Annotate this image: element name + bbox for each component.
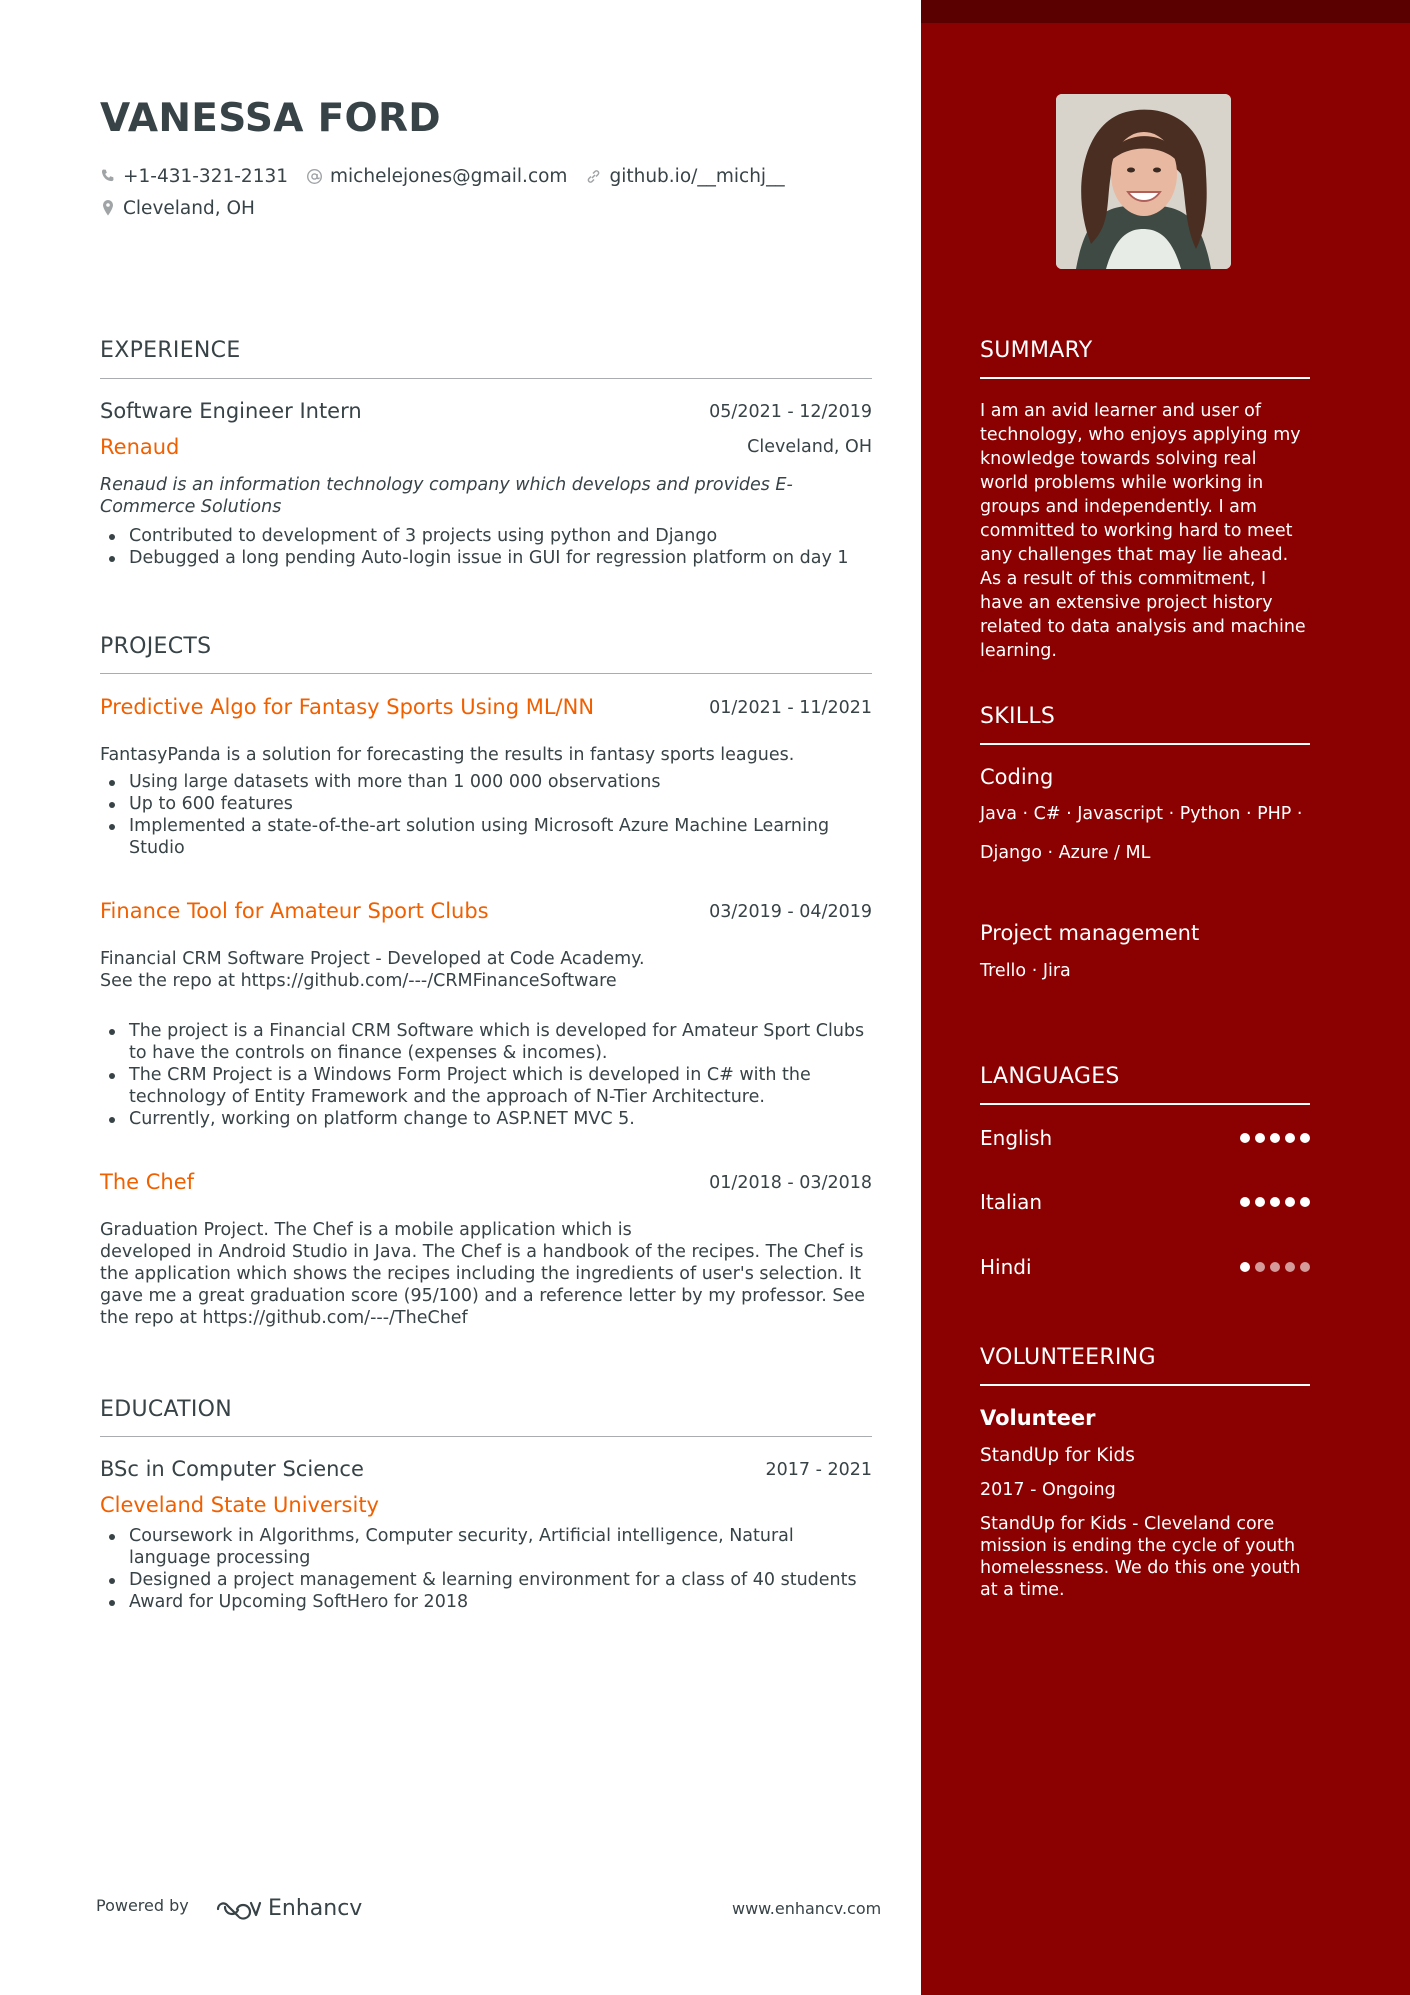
language-row (980, 1254, 1310, 1280)
skills-heading: SKILLS (980, 704, 1056, 729)
experience-divider (100, 378, 872, 379)
link-icon (585, 168, 602, 185)
website-text: github.io/__michj__ (609, 165, 785, 187)
list-item: The project is a Financial CRM Software which is developed for Amateur Sport Clubs to have the controls on finance (expenses & incomes). (100, 1020, 872, 1064)
experience-heading: EXPERIENCE (100, 338, 241, 363)
footer-website[interactable]: www.enhancv.com (732, 1899, 882, 1918)
location-text: Cleveland, OH (123, 197, 255, 219)
project-bullets (100, 1020, 872, 1130)
sidebar-top-bar (921, 0, 1410, 23)
skill-tag: Jira (1042, 961, 1071, 981)
volunteer-dates: 2017 - Ongoing (980, 1480, 1116, 1500)
project-dates: 01/2018 - 03/2018 (709, 1173, 872, 1193)
skill-tag: Trello (980, 961, 1027, 981)
volunteer-role: Volunteer (980, 1406, 1096, 1430)
language-row (980, 1125, 1310, 1151)
enhancv-brand-text: Enhancv (268, 1896, 363, 1921)
education-dates: 2017 - 2021 (765, 1460, 872, 1480)
level-dot-empty (1285, 1262, 1295, 1272)
experience-role: Software Engineer Intern (100, 399, 362, 423)
level-dot-empty (1270, 1262, 1280, 1272)
profile-photo (1056, 94, 1231, 269)
education-bullets (100, 1525, 872, 1613)
language-name: English (980, 1126, 1053, 1150)
level-dot-filled (1255, 1133, 1265, 1143)
powered-by-label: Powered by (96, 1896, 189, 1915)
skill-line-pm: Trello · Jira (980, 961, 1071, 981)
languages-divider (980, 1103, 1310, 1105)
skill-group-coding: Coding (980, 765, 1054, 789)
skill-tag: Azure / ML (1058, 843, 1151, 863)
avatar (1056, 94, 1231, 269)
candidate-name: VANESSA FORD (100, 96, 441, 141)
project-dates: 03/2019 - 04/2019 (709, 902, 872, 922)
project-description: Financial CRM Software Project - Developed at Code Academy. (100, 949, 645, 969)
language-level-dots (1240, 1197, 1310, 1207)
education-school: Cleveland State University (100, 1493, 379, 1517)
list-item: Coursework in Algorithms, Computer security, Artificial intelligence, Natural language processing (100, 1525, 872, 1569)
volunteer-organization: StandUp for Kids (980, 1445, 1135, 1466)
skill-group-project-management: Project management (980, 921, 1200, 945)
list-item: The CRM Project is a Windows Form Project which is developed in C# with the technology of Entity Framework and the approach of N-Tier Architecture. (100, 1064, 872, 1108)
language-level-dots (1240, 1262, 1310, 1272)
email-text: michelejones@gmail.com (330, 165, 568, 187)
project-description: Graduation Project. The Chef is a mobile application which is (100, 1220, 632, 1240)
experience-bullets (100, 525, 872, 569)
project-description: FantasyPanda is a solution for forecasting the results in fantasy sports leagues. (100, 745, 795, 765)
level-dot-empty (1255, 1262, 1265, 1272)
summary-text: I am an avid learner and user of technology, who enjoys applying my knowledge towards solving real world problems while working in groups and independently. I am committed to working hard to meet any challenges that may lie ahead. As a result of this commitment, I have an extensive project history related to data analysis and machine learning. (980, 401, 1306, 661)
level-dot-filled (1285, 1133, 1295, 1143)
list-item: Award for Upcoming SoftHero for 2018 (100, 1591, 872, 1613)
skill-tag: Python (1179, 804, 1241, 824)
level-dot-filled (1300, 1197, 1310, 1207)
list-item: Implemented a state-of-the-art solution using Microsoft Azure Machine Learning Studio (100, 815, 872, 859)
level-dot-filled (1240, 1133, 1250, 1143)
skill-tag: Java (980, 804, 1017, 824)
languages-heading: LANGUAGES (980, 1064, 1120, 1089)
skill-tag: PHP (1257, 804, 1292, 824)
volunteering-heading: VOLUNTEERING (980, 1345, 1156, 1370)
volunteering-divider (980, 1384, 1310, 1386)
at-icon (306, 168, 323, 185)
list-item: Using large datasets with more than 1 000 000 observations (100, 771, 872, 793)
skill-line-2: Django · Azure / ML (980, 843, 1151, 863)
language-name: Italian (980, 1190, 1043, 1214)
skill-tag: C# (1033, 804, 1061, 824)
summary-heading: SUMMARY (980, 338, 1093, 363)
projects-heading: PROJECTS (100, 634, 212, 659)
list-item: Currently, working on platform change to ASP.NET MVC 5. (100, 1108, 872, 1130)
language-level-dots (1240, 1133, 1310, 1143)
summary-divider (980, 377, 1310, 379)
phone-text: +1-431-321-2131 (123, 165, 289, 187)
list-item: Debugged a long pending Auto-login issue in GUI for regression platform on day 1 (100, 547, 872, 569)
experience-location: Cleveland, OH (747, 437, 872, 457)
contact-website[interactable] (585, 166, 784, 187)
experience-company: Renaud (100, 435, 180, 459)
project-title: The Chef (100, 1170, 195, 1194)
location-pin-icon (100, 199, 116, 217)
project-dates: 01/2021 - 11/2021 (709, 698, 872, 718)
contact-location (100, 198, 255, 219)
education-degree: BSc in Computer Science (100, 1457, 364, 1481)
education-heading: EDUCATION (100, 1397, 233, 1422)
project-title: Predictive Algo for Fantasy Sports Using ML/NN (100, 695, 595, 719)
sidebar (921, 0, 1410, 1995)
phone-icon (100, 168, 116, 184)
skills-divider (980, 743, 1310, 745)
contact-row (100, 164, 803, 188)
level-dot-filled (1285, 1197, 1295, 1207)
level-dot-filled (1240, 1197, 1250, 1207)
project-repo-line: See the repo at https://github.com/---/CRMFinanceSoftware (100, 971, 617, 991)
project-bullets (100, 771, 872, 859)
project-description-rest: developed in Android Studio in Java. The Chef is a handbook of the recipes. The Chef is the application which shows the recipes including the ingredients of user's selection. It gave me a great graduation score (95/100) and a reference letter by my professor. See the repo at https://github.com/---/TheChef (100, 1242, 866, 1328)
level-dot-filled (1255, 1197, 1265, 1207)
language-name: Hindi (980, 1255, 1032, 1279)
level-dot-filled (1270, 1133, 1280, 1143)
skill-tag: Javascript (1077, 804, 1163, 824)
enhancv-logo-icon (214, 1897, 262, 1921)
language-row (980, 1189, 1310, 1215)
contact-email[interactable] (306, 166, 567, 187)
level-dot-filled (1240, 1262, 1250, 1272)
experience-description: Renaud is an information technology company which develops and provides E-Commerce Solutions (100, 475, 793, 517)
skill-line-1: Java · C# · Javascript · Python · PHP · (980, 804, 1303, 824)
level-dot-empty (1300, 1262, 1310, 1272)
volunteer-description: StandUp for Kids - Cleveland core mission is ending the cycle of youth homelessness. We do this one youth at a time. (980, 1514, 1301, 1600)
contact-phone (100, 166, 288, 187)
project-title: Finance Tool for Amateur Sport Clubs (100, 899, 489, 923)
education-divider (100, 1436, 872, 1437)
list-item: Contributed to development of 3 projects using python and Django (100, 525, 872, 547)
experience-dates: 05/2021 - 12/2019 (709, 402, 872, 422)
projects-divider (100, 673, 872, 674)
contact-row-2 (100, 196, 273, 220)
list-item: Designed a project management & learning environment for a class of 40 students (100, 1569, 872, 1591)
level-dot-filled (1300, 1133, 1310, 1143)
skill-tag: Django (980, 843, 1042, 863)
level-dot-filled (1270, 1197, 1280, 1207)
list-item: Up to 600 features (100, 793, 872, 815)
enhancv-logo[interactable] (214, 1896, 362, 1921)
